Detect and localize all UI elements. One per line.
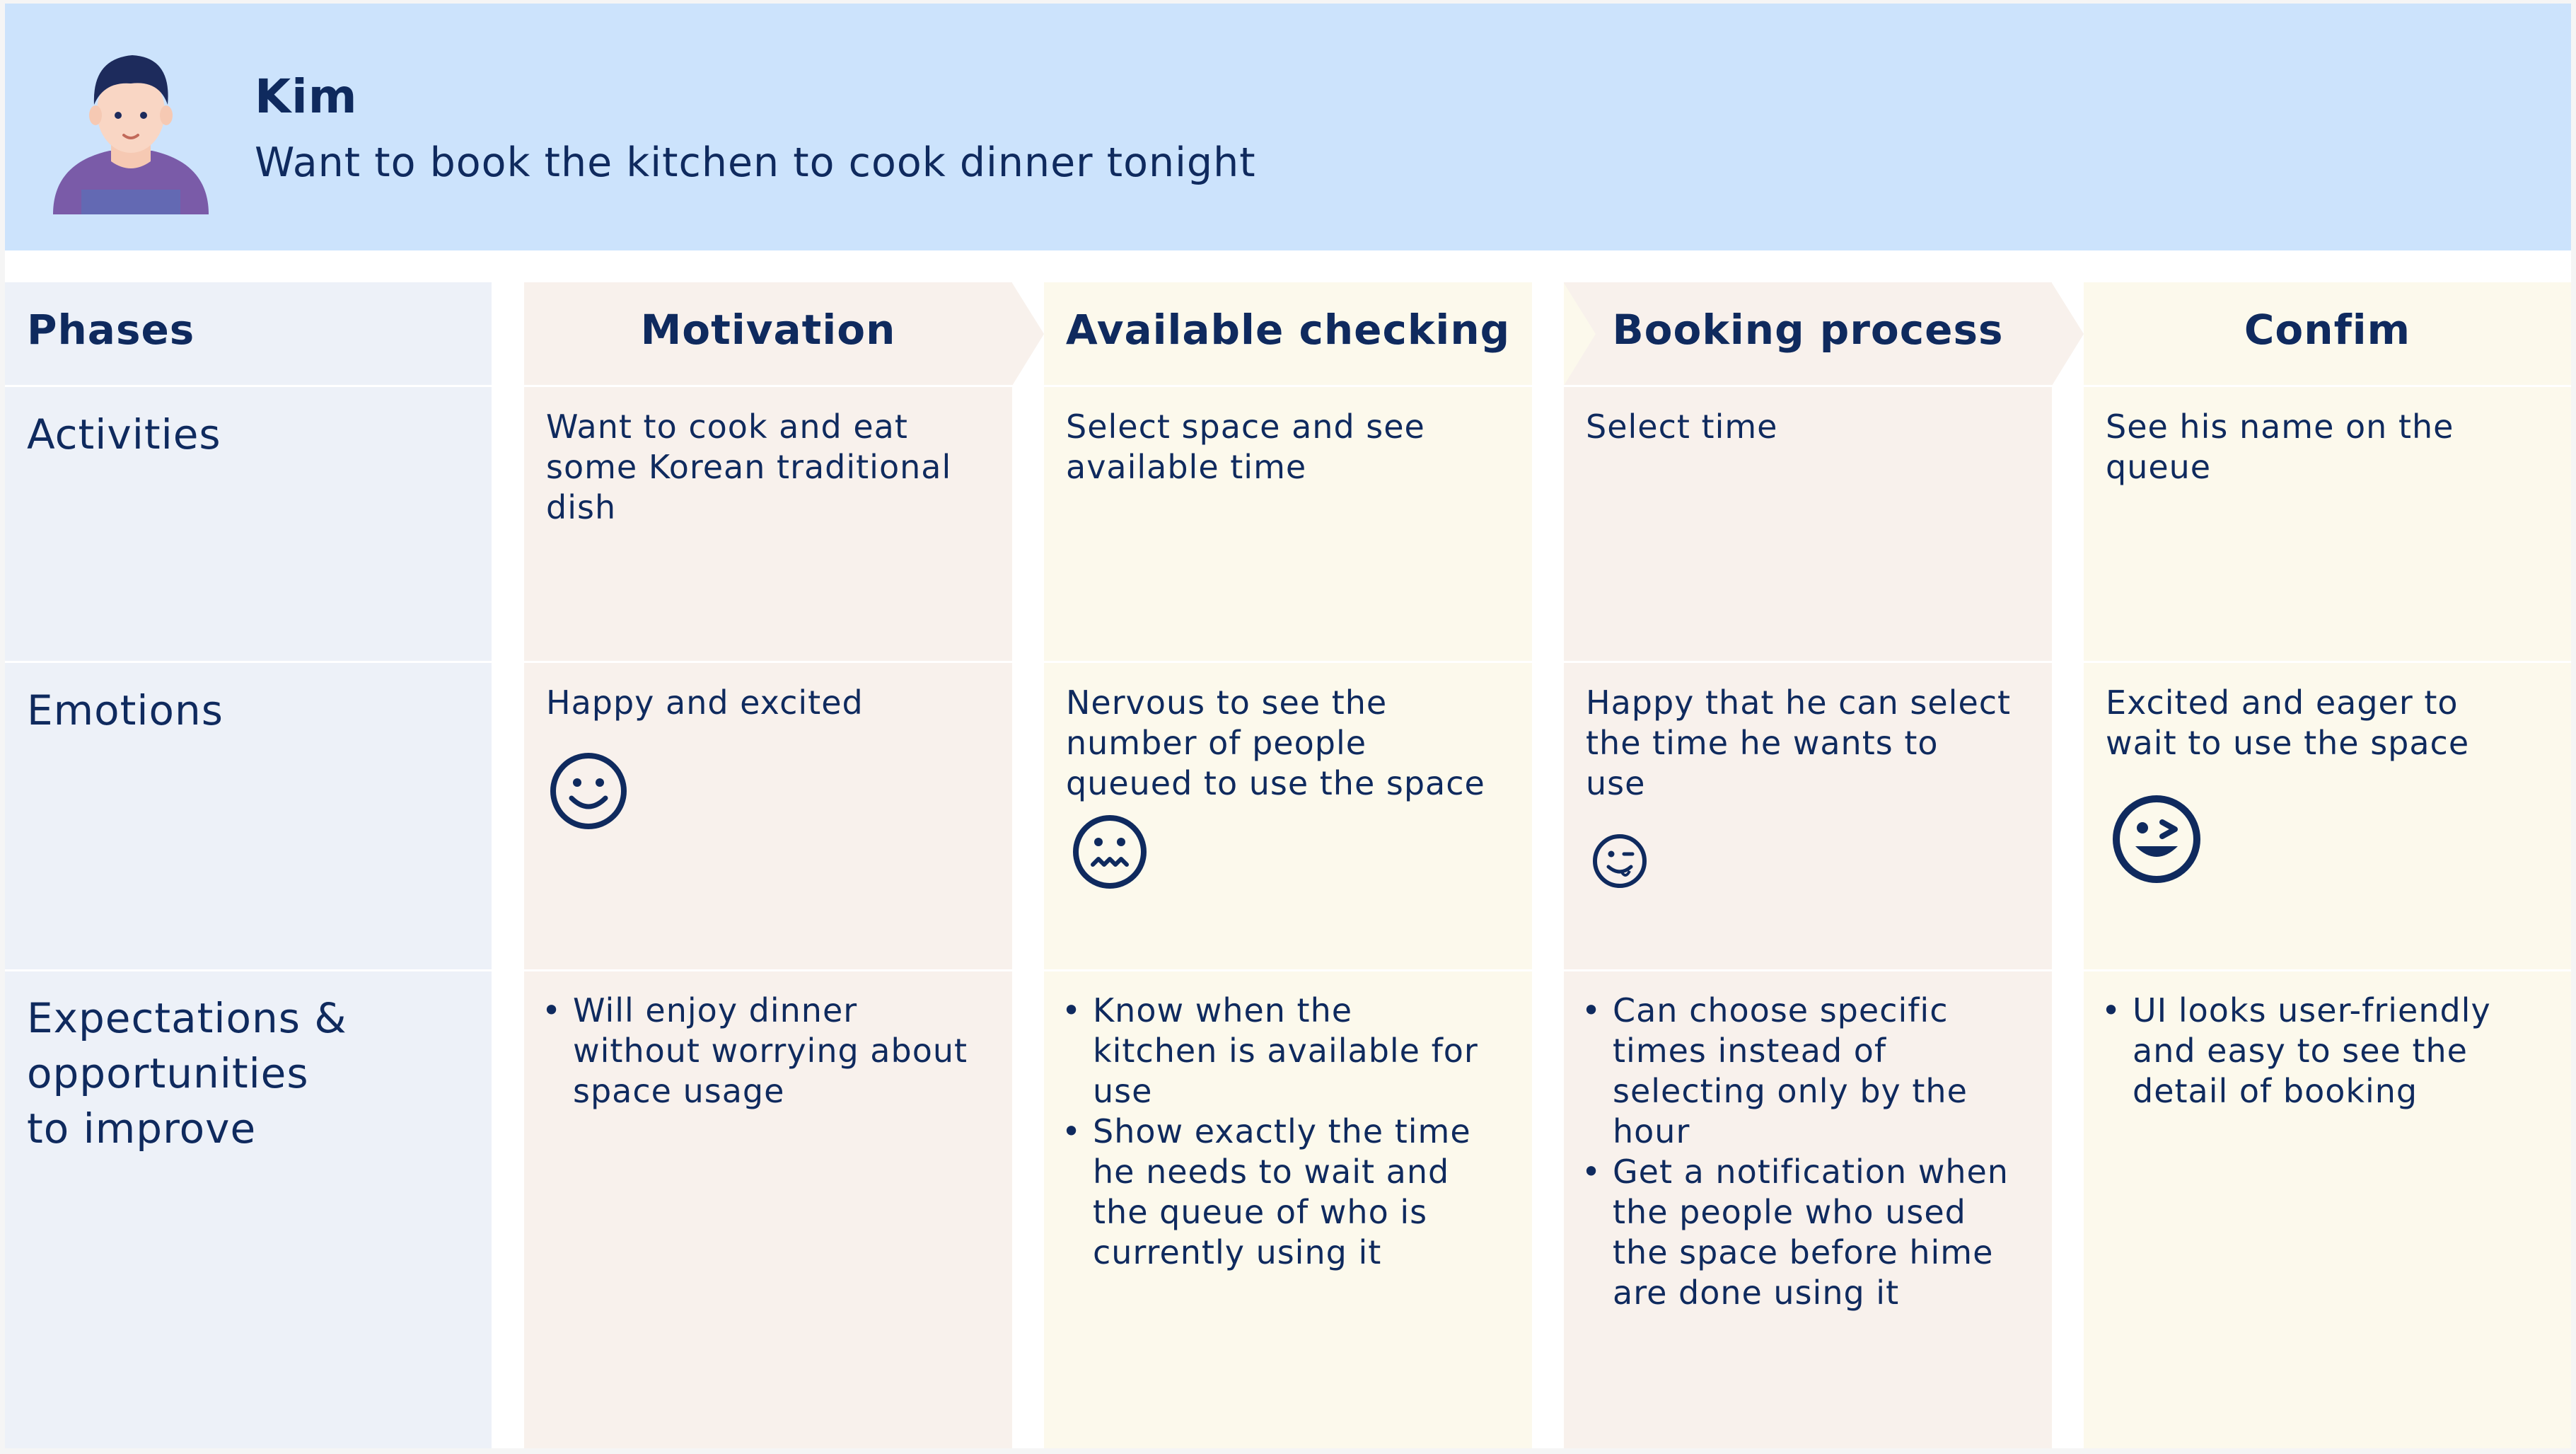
emotion-cell: Happy that he can select the time he wants to use	[1586, 683, 2012, 802]
list-item: • Will enjoy dinner without worrying about space usage	[542, 991, 968, 1110]
expectations-list	[542, 991, 987, 1112]
row-divider	[5, 969, 2571, 971]
activities-label: Activities	[27, 410, 221, 458]
persona-header	[5, 4, 2571, 250]
nervous-face-icon	[1072, 814, 1148, 890]
smile-face-icon	[549, 751, 628, 831]
emotion-cell: Excited and eager to wait to use the space	[2106, 683, 2470, 762]
emotion-cell: Happy and excited	[546, 683, 864, 722]
wink-tongue-face-icon	[1591, 833, 1648, 889]
expectations-label: Expectations & opportunities to improve	[27, 994, 347, 1153]
stage-title-available-checking: Available checking	[1065, 306, 1511, 354]
list-item: • Can choose specific times instead of selecting only by the hour	[1582, 991, 1968, 1150]
activity-cell: Select space and see available time	[1066, 408, 1425, 486]
persona-avatar-icon	[53, 45, 209, 214]
chevron-arrow-icon	[2052, 283, 2084, 386]
stage-title-booking-process: Booking process	[1612, 306, 2004, 354]
persona-name: Kim	[255, 69, 358, 124]
list-item: • Know when the kitchen is available for use	[1062, 991, 1478, 1110]
expectations-list	[2101, 991, 2561, 1112]
list-item: • UI looks user-friendly and easy to see the detail of booking	[2101, 991, 2491, 1110]
phases-heading: Phases	[27, 306, 195, 354]
expectations-list	[1582, 991, 2041, 1313]
excited-wink-face-icon	[2111, 794, 2202, 884]
activity-cell: Select time	[1586, 408, 1778, 446]
activity-cell: See his name on the queue	[2106, 408, 2454, 486]
chevron-arrow-icon	[1012, 283, 1044, 386]
list-item: • Get a notification when the people who used the space before hime are done using it	[1582, 1153, 2009, 1312]
emotion-cell: Nervous to see the number of people queued to use the space	[1066, 683, 1485, 802]
expectations-list	[1062, 991, 1514, 1273]
activity-cell: Want to cook and eat some Korean traditional dish	[546, 408, 952, 526]
list-item: • Show exactly the time he needs to wait and the queue of who is currently using it	[1062, 1112, 1471, 1271]
persona-goal: Want to book the kitchen to cook dinner tonight	[255, 139, 1256, 186]
stage-title-motivation: Motivation	[640, 306, 896, 354]
emotions-label: Emotions	[27, 686, 224, 734]
header-spacer	[5, 250, 2571, 282]
row-divider	[5, 385, 2571, 387]
stage-title-confirm: Confim	[2244, 306, 2411, 354]
row-divider	[5, 661, 2571, 663]
